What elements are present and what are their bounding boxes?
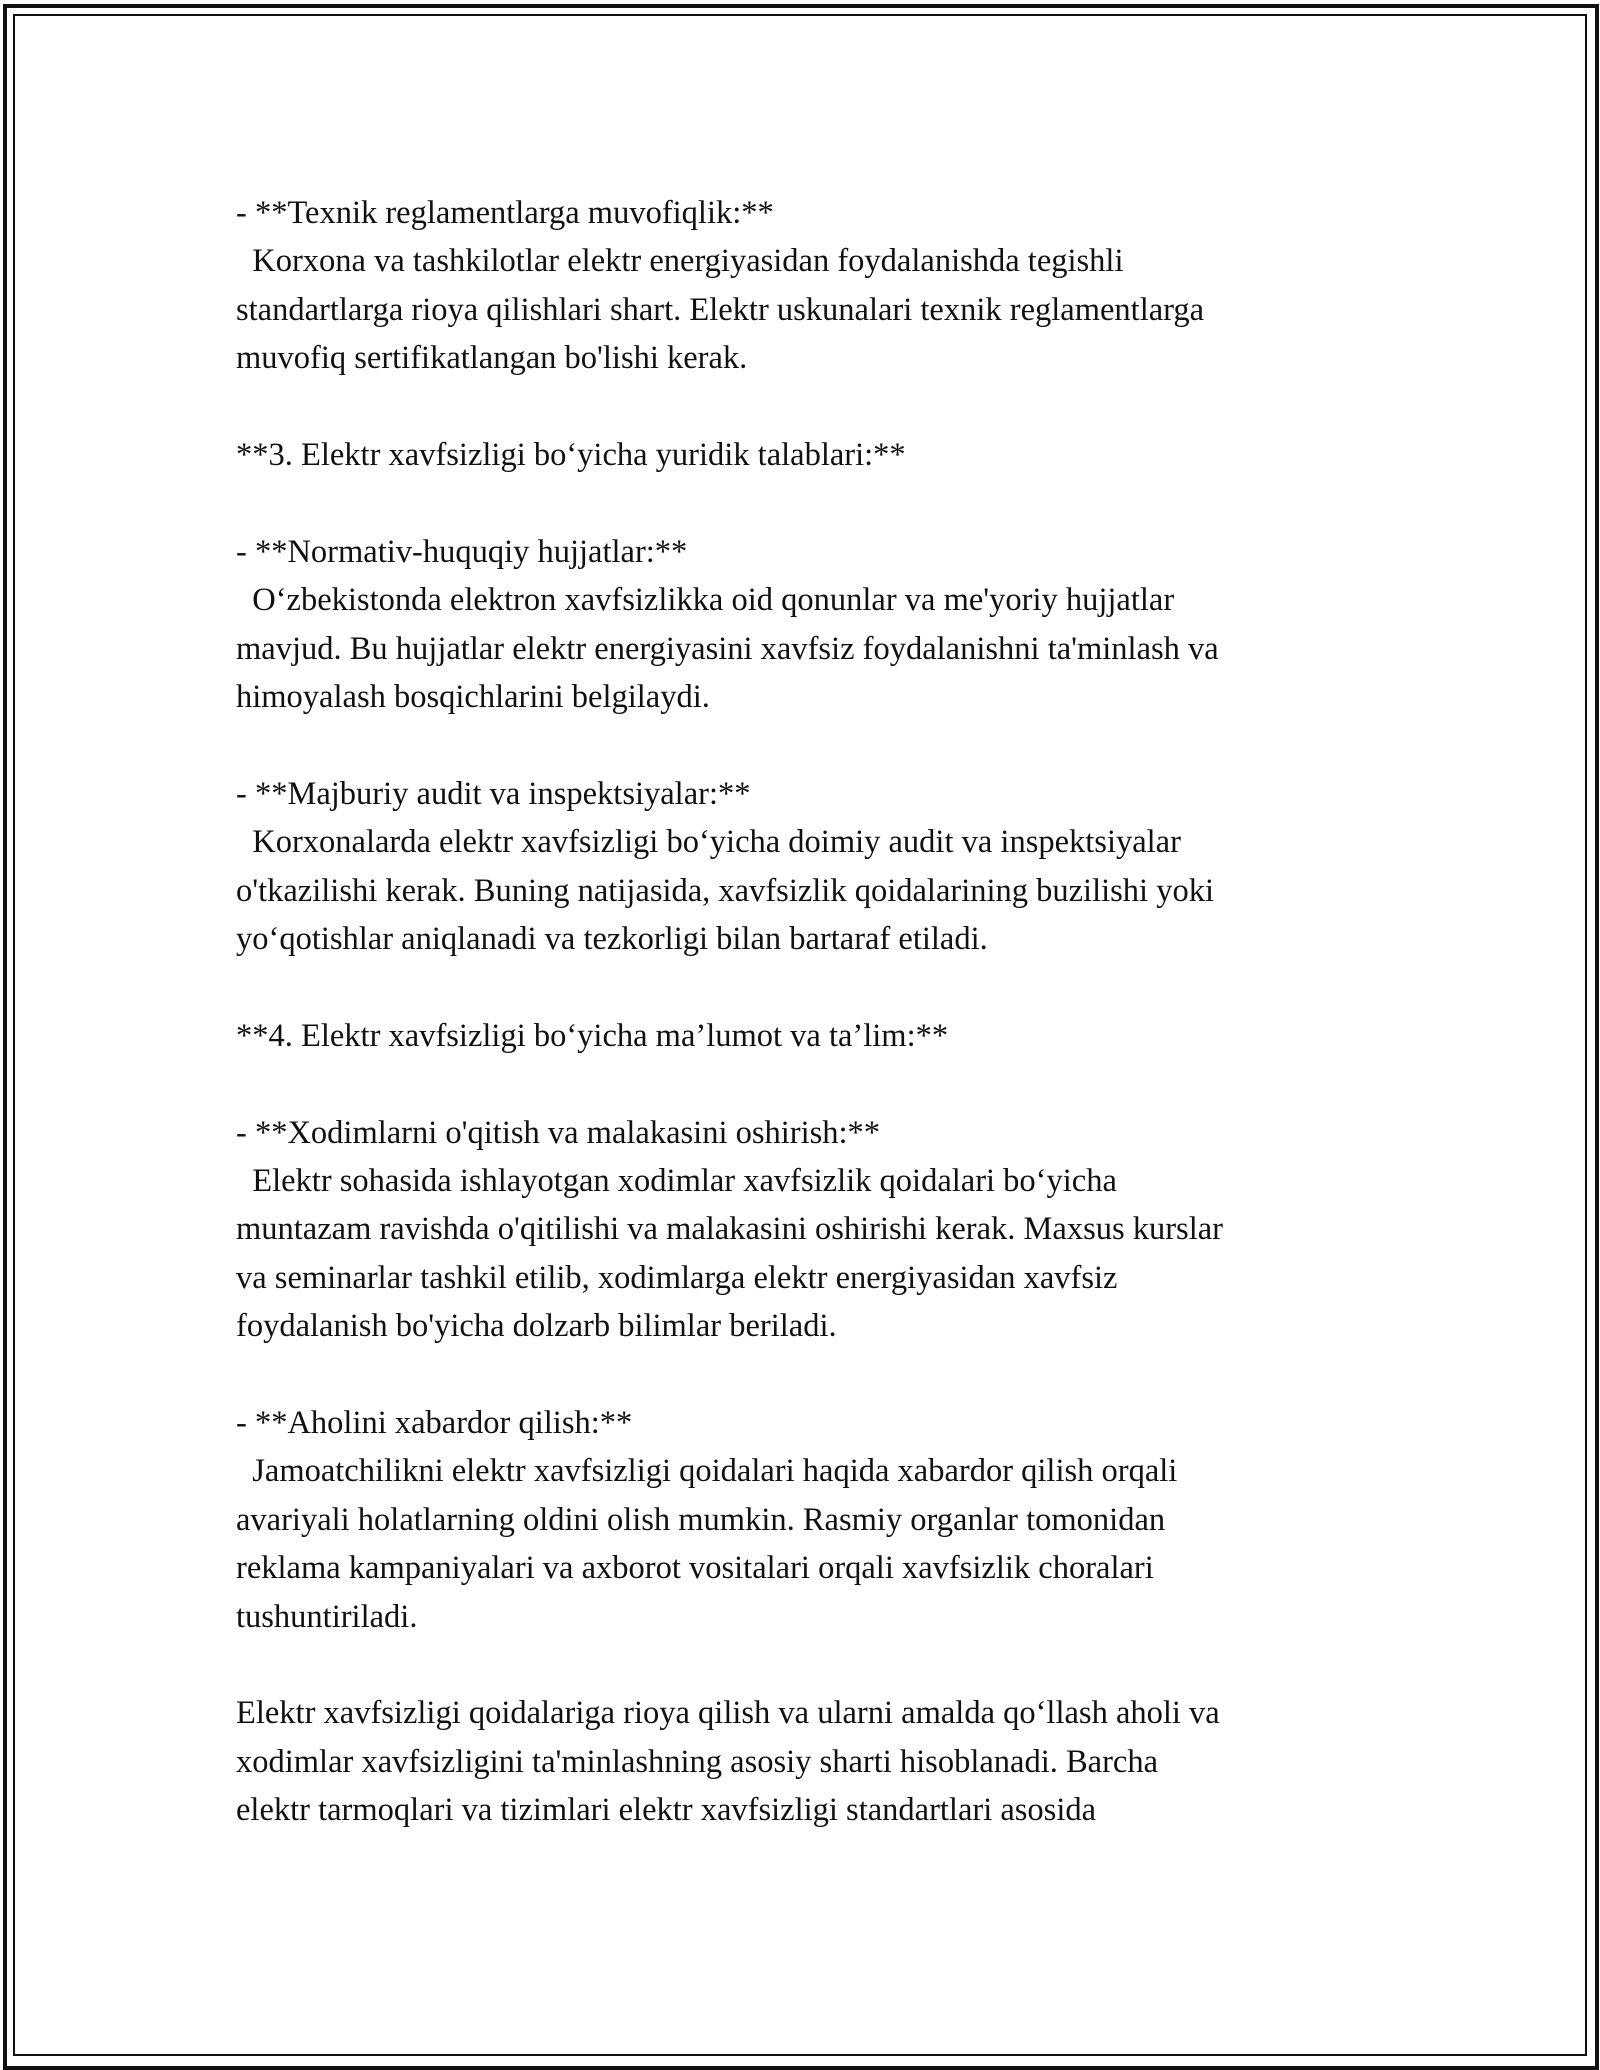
paragraph-line: Jamoatchilikni elektr xavfsizligi qoidalari haqida xabardor qilish orqali (236, 1453, 1178, 1490)
paragraph-line: mavjud. Bu hujjatlar elektr energiyasini xavfsiz foydalanishni ta'minlash va (236, 630, 1219, 667)
bullet-heading: - **Aholini xabardor qilish:** (236, 1405, 633, 1442)
section-texnik-reglamentlar (236, 189, 1366, 383)
paragraph-line: o'tkazilishi kerak. Buning natijasida, xavfsizlik qoidalarining buzilishi yoki (236, 872, 1214, 909)
paragraph-line: O‘zbekistonda elektron xavfsizlikka oid qonunlar va me'yoriy hujjatlar (236, 582, 1175, 619)
bullet-heading: - **Normativ-huquqiy hujjatlar:** (236, 533, 688, 570)
closing-paragraph (236, 1689, 1366, 1834)
paragraph-line: tushuntiriladi. (236, 1598, 418, 1635)
paragraph-line: Korxonalarda elektr xavfsizligi bo‘yicha doimiy audit va inspektsiyalar (236, 824, 1181, 861)
paragraph-line: va seminarlar tashkil etilib, xodimlarga elektr energiyasidan xavfsiz (236, 1259, 1118, 1296)
paragraph-line: elektr tarmoqlari va tizimlari elektr xavfsizligi standartlari asosida (236, 1792, 1097, 1829)
bullet-heading: - **Xodimlarni o'qitish va malakasini oshirish:** (236, 1114, 881, 1151)
paragraph-line: standartlarga rioya qilishlari shart. Elektr uskunalari texnik reglamentlarga (236, 291, 1205, 328)
heading-section-4 (236, 1012, 1366, 1060)
paragraph-line: xodimlar xavfsizligini ta'minlashning asosiy sharti hisoblanadi. Barcha (236, 1743, 1158, 1780)
bullet-heading: - **Texnik reglamentlarga muvofiqlik:** (236, 195, 774, 231)
paragraph-line: Korxona va tashkilotlar elektr energiyasidan foydalanishda tegishli (236, 243, 1124, 280)
paragraph-line: himoyalash bosqichlarini belgilaydi. (236, 679, 710, 716)
paragraph-line: Elektr xavfsizligi qoidalariga rioya qilish va ularni amalda qo‘llash aholi va (236, 1695, 1220, 1732)
paragraph-line: yo‘qotishlar aniqlanadi va tezkorligi bilan bartaraf etiladi. (236, 921, 988, 958)
section-majburiy-audit (236, 770, 1366, 964)
paragraph-line: muvofiq sertifikatlangan bo'lishi kerak. (236, 340, 748, 377)
paragraph-line: reklama kampaniyalari va axborot vositalari orqali xavfsizlik choralari (236, 1550, 1154, 1587)
paragraph-line: muntazam ravishda o'qitilishi va malakasini oshirishi kerak. Maxsus kurslar (236, 1211, 1223, 1248)
paragraph-line: avariyali holatlarning oldini olish mumkin. Rasmiy organlar tomonidan (236, 1501, 1166, 1538)
section-heading: **3. Elektr xavfsizligi bo‘yicha yuridik talablari:** (236, 437, 906, 474)
bullet-heading: - **Majburiy audit va inspektsiyalar:** (236, 775, 751, 812)
section-normativ-huquqiy (236, 528, 1366, 722)
document-body (236, 189, 1366, 1883)
paragraph-line: Elektr sohasida ishlayotgan xodimlar xavfsizlik qoidalari bo‘yicha (236, 1163, 1117, 1200)
section-aholini-xabardor (236, 1399, 1366, 1641)
heading-section-3 (236, 431, 1366, 479)
paragraph-line: foydalanish bo'yicha dolzarb bilimlar beriladi. (236, 1308, 837, 1345)
section-heading: **4. Elektr xavfsizligi bo‘yicha ma’lumot va ta’lim:** (236, 1017, 949, 1054)
section-xodimlarni-oqitish (236, 1109, 1366, 1351)
